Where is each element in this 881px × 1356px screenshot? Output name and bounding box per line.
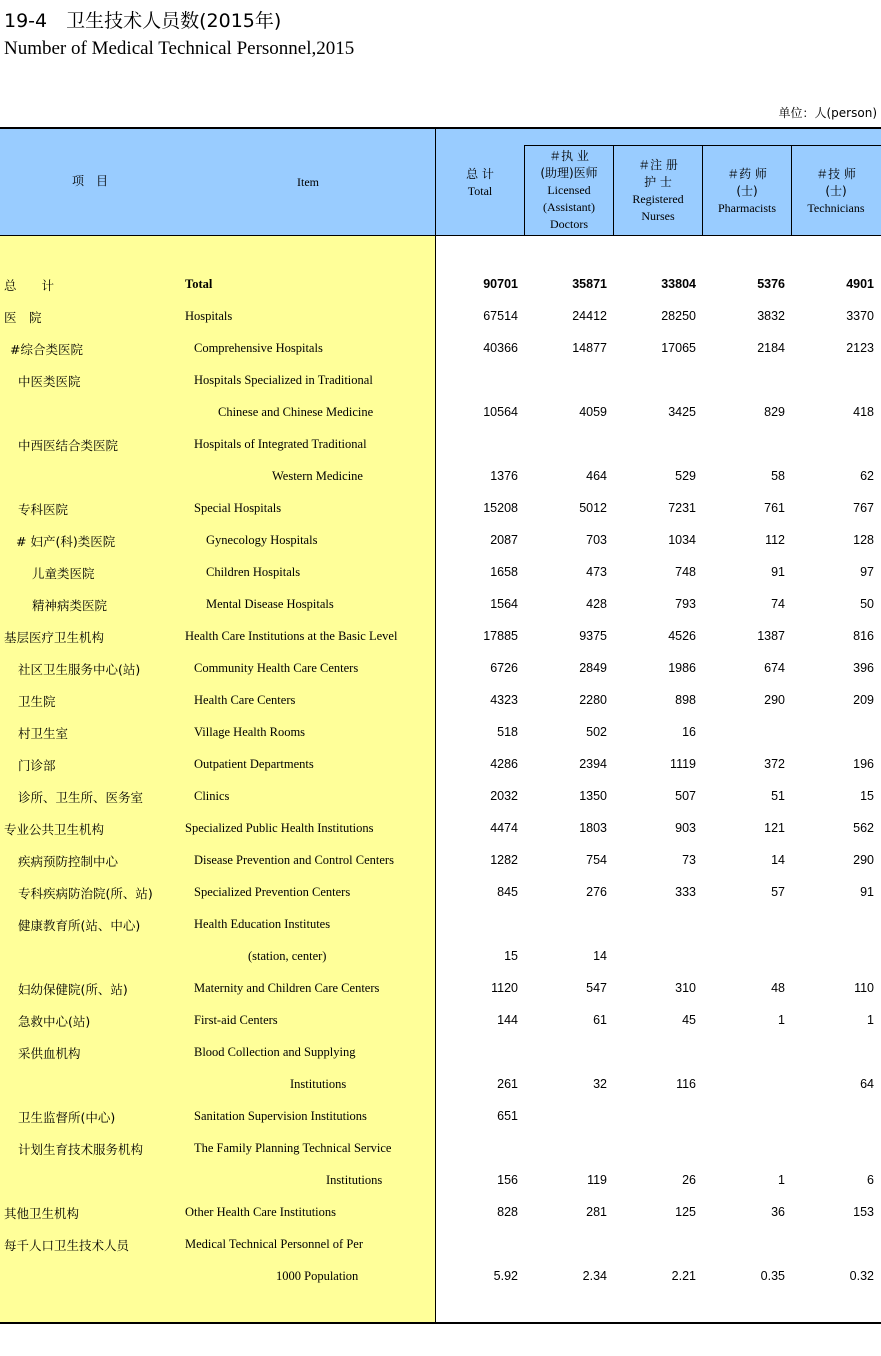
cell-total: 156 — [497, 1173, 518, 1187]
table-row — [0, 1268, 881, 1288]
row-label-en: Comprehensive Hospitals — [194, 341, 323, 355]
table-row — [0, 820, 881, 840]
cell-tech: 50 — [860, 597, 874, 611]
cell-total: 828 — [497, 1205, 518, 1219]
row-label-en: Other Health Care Institutions — [185, 1205, 337, 1219]
header-bottom-rule — [0, 235, 881, 236]
row-label-cn: 中西医结合类医院 — [18, 438, 119, 453]
cell-doctors: 14877 — [572, 341, 607, 355]
row-label-en: First-aid Centers — [194, 1013, 278, 1027]
cell-doctors: 703 — [586, 533, 607, 547]
table-row — [0, 1204, 881, 1224]
cell-doctors: 1803 — [579, 821, 607, 835]
table-row — [0, 692, 881, 712]
cell-total: 1658 — [490, 565, 518, 579]
row-label-en: Health Education Institutes — [194, 917, 331, 931]
cell-nurses: 4526 — [668, 629, 696, 643]
cell-pharm: 48 — [771, 981, 785, 995]
page-title: 19-4 卫生技术人员数(2015年) — [4, 10, 282, 32]
row-label-cn: 医 院 — [4, 310, 42, 325]
table-row — [0, 948, 881, 968]
cell-pharm: 674 — [764, 661, 785, 675]
row-label-en: Medical Technical Personnel of Per — [185, 1237, 364, 1251]
unit-label: 单位：人(person) — [778, 106, 877, 120]
cell-doctors: 9375 — [579, 629, 607, 643]
row-label-cn: #综合类医院 — [10, 342, 83, 357]
cell-total: 4474 — [490, 821, 518, 835]
table-row — [0, 884, 881, 904]
cell-total: 15208 — [483, 501, 518, 515]
row-label-en: Health Care Centers — [194, 693, 296, 707]
cell-doctors: 281 — [586, 1205, 607, 1219]
cell-nurses: 16 — [682, 725, 696, 739]
cell-total: 845 — [497, 885, 518, 899]
table-row — [0, 596, 881, 616]
row-label-cn: 专业公共卫生机构 — [4, 822, 105, 837]
cell-doctors: 32 — [593, 1077, 607, 1091]
row-label-en: Total — [185, 277, 213, 291]
table-row — [0, 372, 881, 392]
cell-tech: 290 — [853, 853, 874, 867]
table-row — [0, 660, 881, 680]
table-row — [0, 724, 881, 744]
cell-total: 10564 — [483, 405, 518, 419]
row-label-en: Institutions — [326, 1173, 383, 1187]
row-label-cn: 疾病预防控制中心 — [18, 854, 119, 869]
cell-pharm: 5376 — [757, 277, 785, 291]
cell-nurses: 1986 — [668, 661, 696, 675]
row-label-en: Blood Collection and Supplying — [194, 1045, 356, 1059]
row-label-en: Specialized Public Health Institutions — [185, 821, 374, 835]
cell-tech: 816 — [853, 629, 874, 643]
cell-doctors: 276 — [586, 885, 607, 899]
cell-doctors: 428 — [586, 597, 607, 611]
row-label-cn: 精神病类医院 — [32, 598, 108, 613]
cell-pharm: 36 — [771, 1205, 785, 1219]
row-label-en: The Family Planning Technical Service — [194, 1141, 392, 1155]
table-row — [0, 1108, 881, 1128]
cell-total: 1376 — [490, 469, 518, 483]
cell-pharm: 58 — [771, 469, 785, 483]
cell-total: 2032 — [490, 789, 518, 803]
table-row — [0, 916, 881, 936]
cell-tech: 0.32 — [849, 1269, 874, 1283]
cell-doctors: 464 — [586, 469, 607, 483]
row-label-cn: 总 计 — [4, 278, 55, 293]
cell-tech: 6 — [867, 1173, 874, 1187]
row-label-cn: 计划生育技术服务机构 — [18, 1142, 144, 1157]
cell-total: 518 — [497, 725, 518, 739]
cell-total: 2087 — [490, 533, 518, 547]
header-pharmacists: ＃药 师 (士) Pharmacists — [718, 167, 776, 215]
row-label-en: Special Hospitals — [194, 501, 282, 515]
cell-tech: 64 — [860, 1077, 874, 1091]
row-label-en: Western Medicine — [272, 469, 363, 483]
table-row — [0, 436, 881, 456]
cell-doctors: 2280 — [579, 693, 607, 707]
header-doctors: ＃执 业 (助理)医师 Licensed (Assistant) Doctors — [540, 149, 598, 231]
cell-pharm: 2184 — [757, 341, 785, 355]
cell-tech: 209 — [853, 693, 874, 707]
cell-nurses: 333 — [675, 885, 696, 899]
cell-nurses: 45 — [682, 1013, 696, 1027]
cell-pharm: 74 — [771, 597, 785, 611]
cell-nurses: 2.21 — [671, 1269, 696, 1283]
cell-doctors: 119 — [587, 1173, 607, 1187]
table-row — [0, 340, 881, 360]
cell-total: 651 — [497, 1109, 518, 1123]
cell-doctors: 4059 — [579, 405, 607, 419]
table-row — [0, 468, 881, 488]
cell-tech: 153 — [853, 1205, 874, 1219]
row-label-en: Community Health Care Centers — [194, 661, 359, 675]
cell-doctors: 14 — [593, 949, 607, 963]
cell-tech: 196 — [853, 757, 874, 771]
cell-nurses: 7231 — [668, 501, 696, 515]
table-row — [0, 308, 881, 328]
row-label-en: Chinese and Chinese Medicine — [218, 405, 374, 419]
cell-total: 90701 — [483, 277, 518, 291]
row-label-cn: 卫生监督所(中心) — [18, 1110, 116, 1125]
row-label-en: Specialized Prevention Centers — [194, 885, 351, 899]
cell-total: 17885 — [483, 629, 518, 643]
cell-pharm: 3832 — [757, 309, 785, 323]
cell-doctors: 2.34 — [582, 1269, 607, 1283]
cell-nurses: 1119 — [670, 757, 696, 771]
header-technicians: ＃技 师 (士) Technicians — [807, 167, 865, 215]
row-label-en: Mental Disease Hospitals — [206, 597, 334, 611]
cell-tech: 3370 — [846, 309, 874, 323]
cell-tech: 110 — [854, 981, 874, 995]
row-label-en: Sanitation Supervision Institutions — [194, 1109, 367, 1123]
cell-doctors: 35871 — [572, 277, 607, 291]
table-row — [0, 1140, 881, 1160]
cell-doctors: 2394 — [579, 757, 607, 771]
table-row — [0, 788, 881, 808]
table-row — [0, 628, 881, 648]
row-label-en: Hospitals — [185, 309, 233, 323]
cell-nurses: 73 — [682, 853, 696, 867]
row-label-en: (station, center) — [248, 949, 327, 963]
table-row — [0, 1236, 881, 1256]
cell-nurses: 26 — [682, 1173, 696, 1187]
cell-nurses: 507 — [675, 789, 696, 803]
cell-pharm: 0.35 — [760, 1269, 785, 1283]
cell-nurses: 1034 — [668, 533, 696, 547]
cell-doctors: 473 — [586, 565, 607, 579]
row-label-cn: 基层医疗卫生机构 — [4, 630, 105, 645]
cell-total: 67514 — [483, 309, 518, 323]
cell-nurses: 793 — [675, 597, 696, 611]
cell-pharm: 372 — [764, 757, 785, 771]
table-row — [0, 276, 881, 296]
row-label-cn: # 妇产(科)类医院 — [16, 534, 116, 549]
cell-nurses: 529 — [675, 469, 696, 483]
cell-total: 4286 — [490, 757, 518, 771]
cell-nurses: 33804 — [661, 277, 696, 291]
row-label-en: Disease Prevention and Control Centers — [194, 853, 394, 867]
cell-total: 144 — [497, 1013, 518, 1027]
cell-total: 6726 — [490, 661, 518, 675]
row-label-cn: 妇幼保健院(所、站) — [18, 982, 128, 997]
cell-pharm: 121 — [764, 821, 785, 835]
table-row — [0, 1076, 881, 1096]
row-label-cn: 采供血机构 — [18, 1046, 81, 1061]
row-label-en: Health Care Institutions at the Basic Level — [185, 629, 398, 643]
table-row — [0, 564, 881, 584]
cell-tech: 62 — [860, 469, 874, 483]
cell-nurses: 28250 — [661, 309, 696, 323]
row-label-cn: 急救中心(站) — [18, 1014, 91, 1029]
row-label-en: Village Health Rooms — [194, 725, 306, 739]
cell-pharm: 112 — [765, 533, 785, 547]
cell-tech: 1 — [867, 1013, 874, 1027]
cell-pharm: 57 — [771, 885, 785, 899]
table-row — [0, 1044, 881, 1064]
row-label-cn: 门诊部 — [18, 758, 56, 773]
table-bottom-rule — [0, 1322, 881, 1324]
cell-pharm: 51 — [771, 789, 785, 803]
row-label-cn: 每千人口卫生技术人员 — [4, 1238, 130, 1253]
row-label-cn: 专科医院 — [18, 502, 69, 517]
header-total: 总 计 Total — [466, 167, 494, 198]
row-label-cn: 中医类医院 — [18, 374, 81, 389]
table-row — [0, 404, 881, 424]
cell-tech: 4901 — [846, 277, 874, 291]
row-label-cn: 其他卫生机构 — [4, 1206, 80, 1221]
table-row — [0, 532, 881, 552]
cell-doctors: 2849 — [579, 661, 607, 675]
row-label-cn: 专科疾病防治院(所、站) — [18, 886, 153, 901]
row-label-en: Gynecology Hospitals — [206, 533, 318, 547]
row-label-en: Children Hospitals — [206, 565, 301, 579]
cell-nurses: 17065 — [661, 341, 696, 355]
cell-tech: 562 — [853, 821, 874, 835]
row-label-en: Outpatient Departments — [194, 757, 314, 771]
cell-pharm: 290 — [764, 693, 785, 707]
cell-total: 1282 — [490, 853, 518, 867]
cell-total: 40366 — [483, 341, 518, 355]
header-nurses: ＃注 册 护 士 Registered Nurses — [632, 158, 684, 223]
cell-pharm: 829 — [764, 405, 785, 419]
cell-total: 4323 — [490, 693, 518, 707]
row-label-cn: 诊所、卫生所、医务室 — [18, 790, 144, 805]
row-label-en: 1000 Population — [276, 1269, 359, 1283]
header-item-en: Item — [297, 175, 319, 189]
cell-doctors: 24412 — [572, 309, 607, 323]
cell-pharm: 91 — [771, 565, 785, 579]
cell-total: 15 — [504, 949, 518, 963]
cell-nurses: 898 — [675, 693, 696, 707]
row-label-en: Maternity and Children Care Centers — [194, 981, 380, 995]
cell-nurses: 125 — [675, 1205, 696, 1219]
row-label-en: Institutions — [290, 1077, 347, 1091]
cell-tech: 15 — [860, 789, 874, 803]
row-label-cn: 儿童类医院 — [32, 566, 95, 581]
cell-tech: 91 — [860, 885, 874, 899]
cell-nurses: 310 — [675, 981, 696, 995]
cell-pharm: 1 — [778, 1173, 785, 1187]
cell-tech: 2123 — [846, 341, 874, 355]
row-label-cn: 村卫生室 — [18, 726, 69, 741]
table-row — [0, 1172, 881, 1192]
cell-doctors: 547 — [586, 981, 607, 995]
cell-tech: 128 — [853, 533, 874, 547]
cell-total: 1564 — [490, 597, 518, 611]
cell-doctors: 61 — [593, 1013, 607, 1027]
row-label-cn: 健康教育所(站、中心) — [18, 918, 141, 933]
cell-nurses: 748 — [675, 565, 696, 579]
cell-total: 5.92 — [493, 1269, 518, 1283]
cell-tech: 767 — [853, 501, 874, 515]
table-row — [0, 980, 881, 1000]
cell-tech: 418 — [853, 405, 874, 419]
cell-total: 261 — [497, 1077, 518, 1091]
row-label-en: Hospitals Specialized in Traditional — [194, 373, 373, 387]
row-label-en: Hospitals of Integrated Traditional — [194, 437, 367, 451]
row-label-en: Clinics — [194, 789, 230, 803]
cell-nurses: 3425 — [668, 405, 696, 419]
table-row — [0, 852, 881, 872]
header-item-cn: 项 目 — [71, 174, 108, 188]
cell-doctors: 754 — [586, 853, 607, 867]
cell-pharm: 14 — [771, 853, 785, 867]
cell-nurses: 903 — [675, 821, 696, 835]
table-row — [0, 756, 881, 776]
table-row — [0, 1012, 881, 1032]
page-subtitle: Number of Medical Technical Personnel,2015 — [4, 38, 355, 59]
cell-pharm: 1387 — [757, 629, 785, 643]
cell-doctors: 1350 — [579, 789, 607, 803]
cell-total: 1120 — [491, 981, 518, 995]
cell-doctors: 5012 — [579, 501, 607, 515]
header-top-rule — [0, 127, 881, 129]
cell-doctors: 502 — [586, 725, 607, 739]
cell-pharm: 761 — [764, 501, 785, 515]
table-row — [0, 500, 881, 520]
cell-pharm: 1 — [778, 1013, 785, 1027]
cell-tech: 97 — [860, 565, 874, 579]
cell-nurses: 116 — [676, 1077, 696, 1091]
cell-tech: 396 — [853, 661, 874, 675]
row-label-cn: 卫生院 — [18, 694, 56, 709]
row-label-cn: 社区卫生服务中心(站) — [18, 662, 141, 677]
